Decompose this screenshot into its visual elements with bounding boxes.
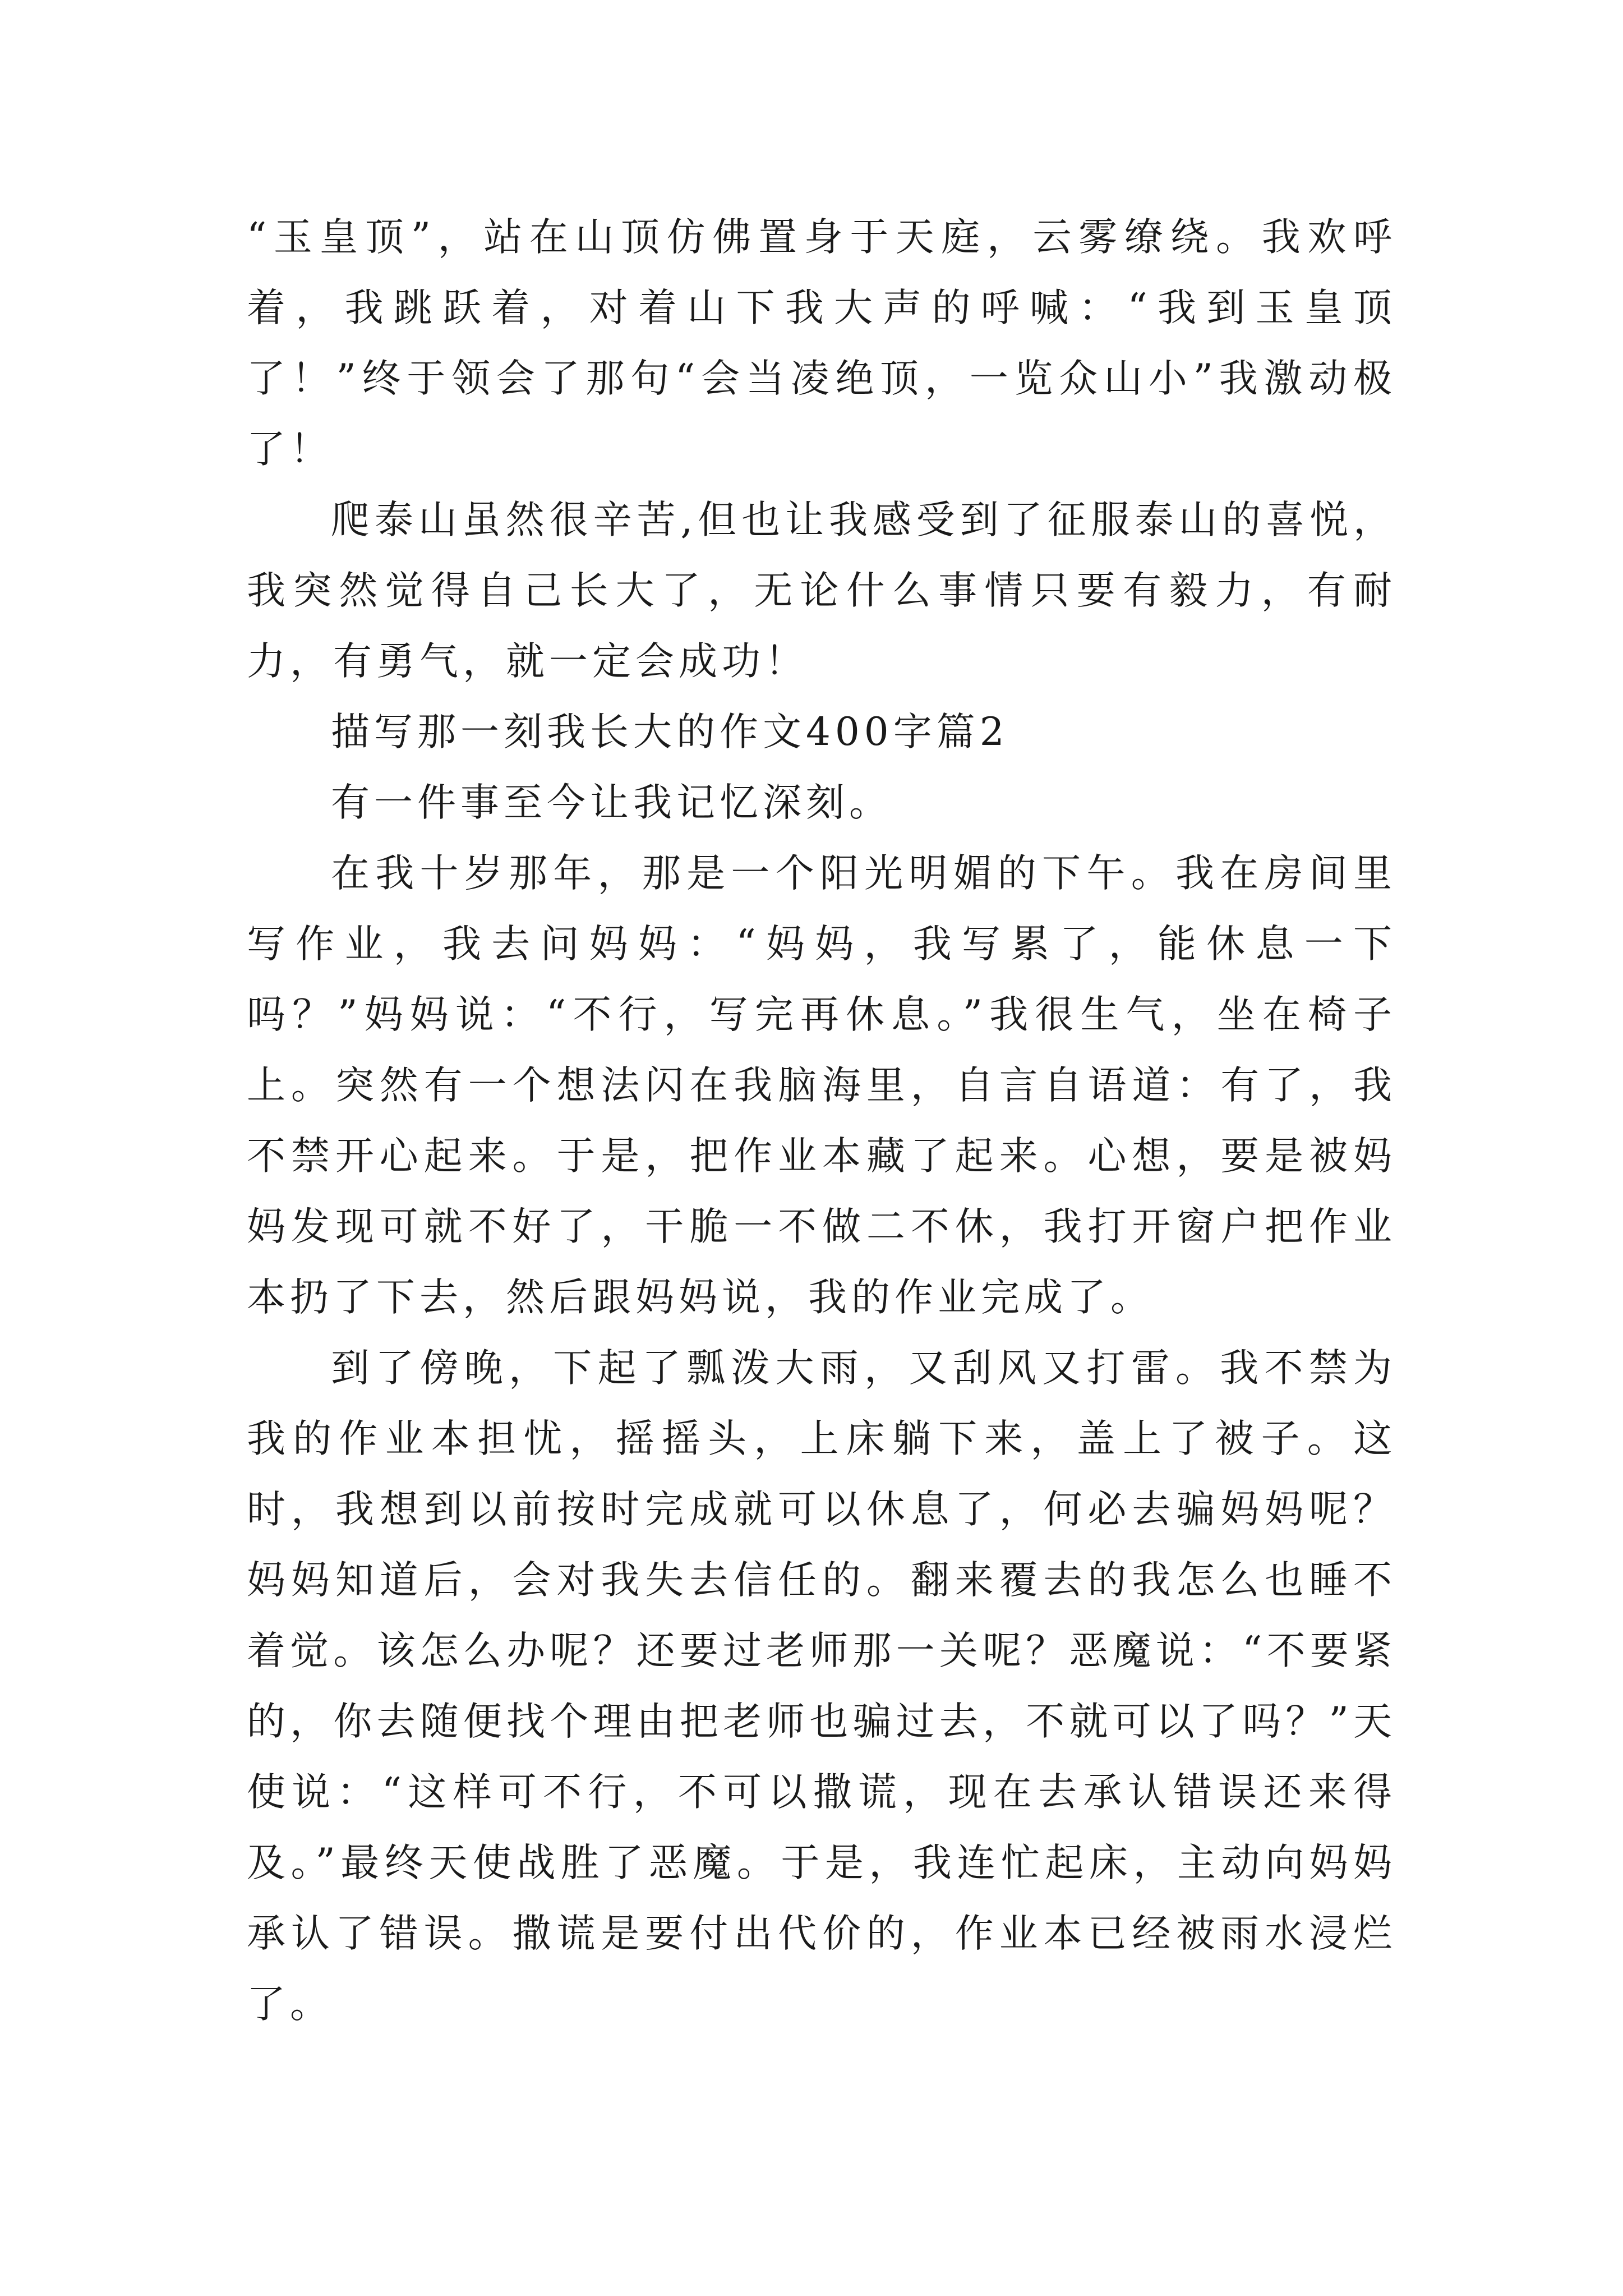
document-body — [247, 202, 1396, 2040]
paragraph-5: 在我十岁那年，那是一个阳光明媚的下午。我在房间里写作业，我去问妈妈：“妈妈，我写累了，能休息一下吗？”妈妈说：“不行，写完再休息。”我很生气，坐在椅子上。突然有一个想法闪在我脑海里，自言自语道：有了，我不禁开心起来。于是，把作业本藏了起来。心想，要是被妈妈发现可就不好了，干脆一不做二不休，我打开窗户把作业本扔了下去，然后跟妈妈说，我的作业完成了。 — [247, 851, 1396, 1320]
paragraph-2: 爬泰山虽然很辛苦,但也让我感受到了征服泰山的喜悦，我突然觉得自己长大了，无论什么事情只要有毅力，有耐力，有勇气，就一定会成功！ — [247, 498, 1396, 684]
paragraph-6: 到了傍晚，下起了瓢泼大雨，又刮风又打雷。我不禁为我的作业本担忧，摇摇头，上床躺下来，盖上了被子。这时，我想到以前按时完成就可以休息了，何必去骗妈妈呢？妈妈知道后，会对我失去信任的。翻来覆去的我怎么也睡不着觉。该怎么办呢？还要过老师那一关呢？恶魔说：“不要紧的，你去随便找个理由把老师也骗过去，不就可以了吗？”天使说：“这样可不行，不可以撒谎，现在去承认错误还来得及。”最终天使战胜了恶魔。于是，我连忙起床，主动向妈妈承认了错误。撒谎是要付出代价的，作业本已经被雨水浸烂了。 — [247, 1346, 1396, 2027]
section-heading: 描写那一刻我长大的作文400字篇2 — [331, 710, 1009, 754]
paragraph-1: “玉皇顶”，站在山顶仿佛置身于天庭，云雾缭绕。我欢呼着，我跳跃着，对着山下我大声的呼喊：“我到玉皇顶了！”终于领会了那句“会当凌绝顶，一览众山小”我激动极了！ — [247, 215, 1396, 472]
paragraph-4: 有一件事至今让我记忆深刻。 — [331, 780, 892, 825]
